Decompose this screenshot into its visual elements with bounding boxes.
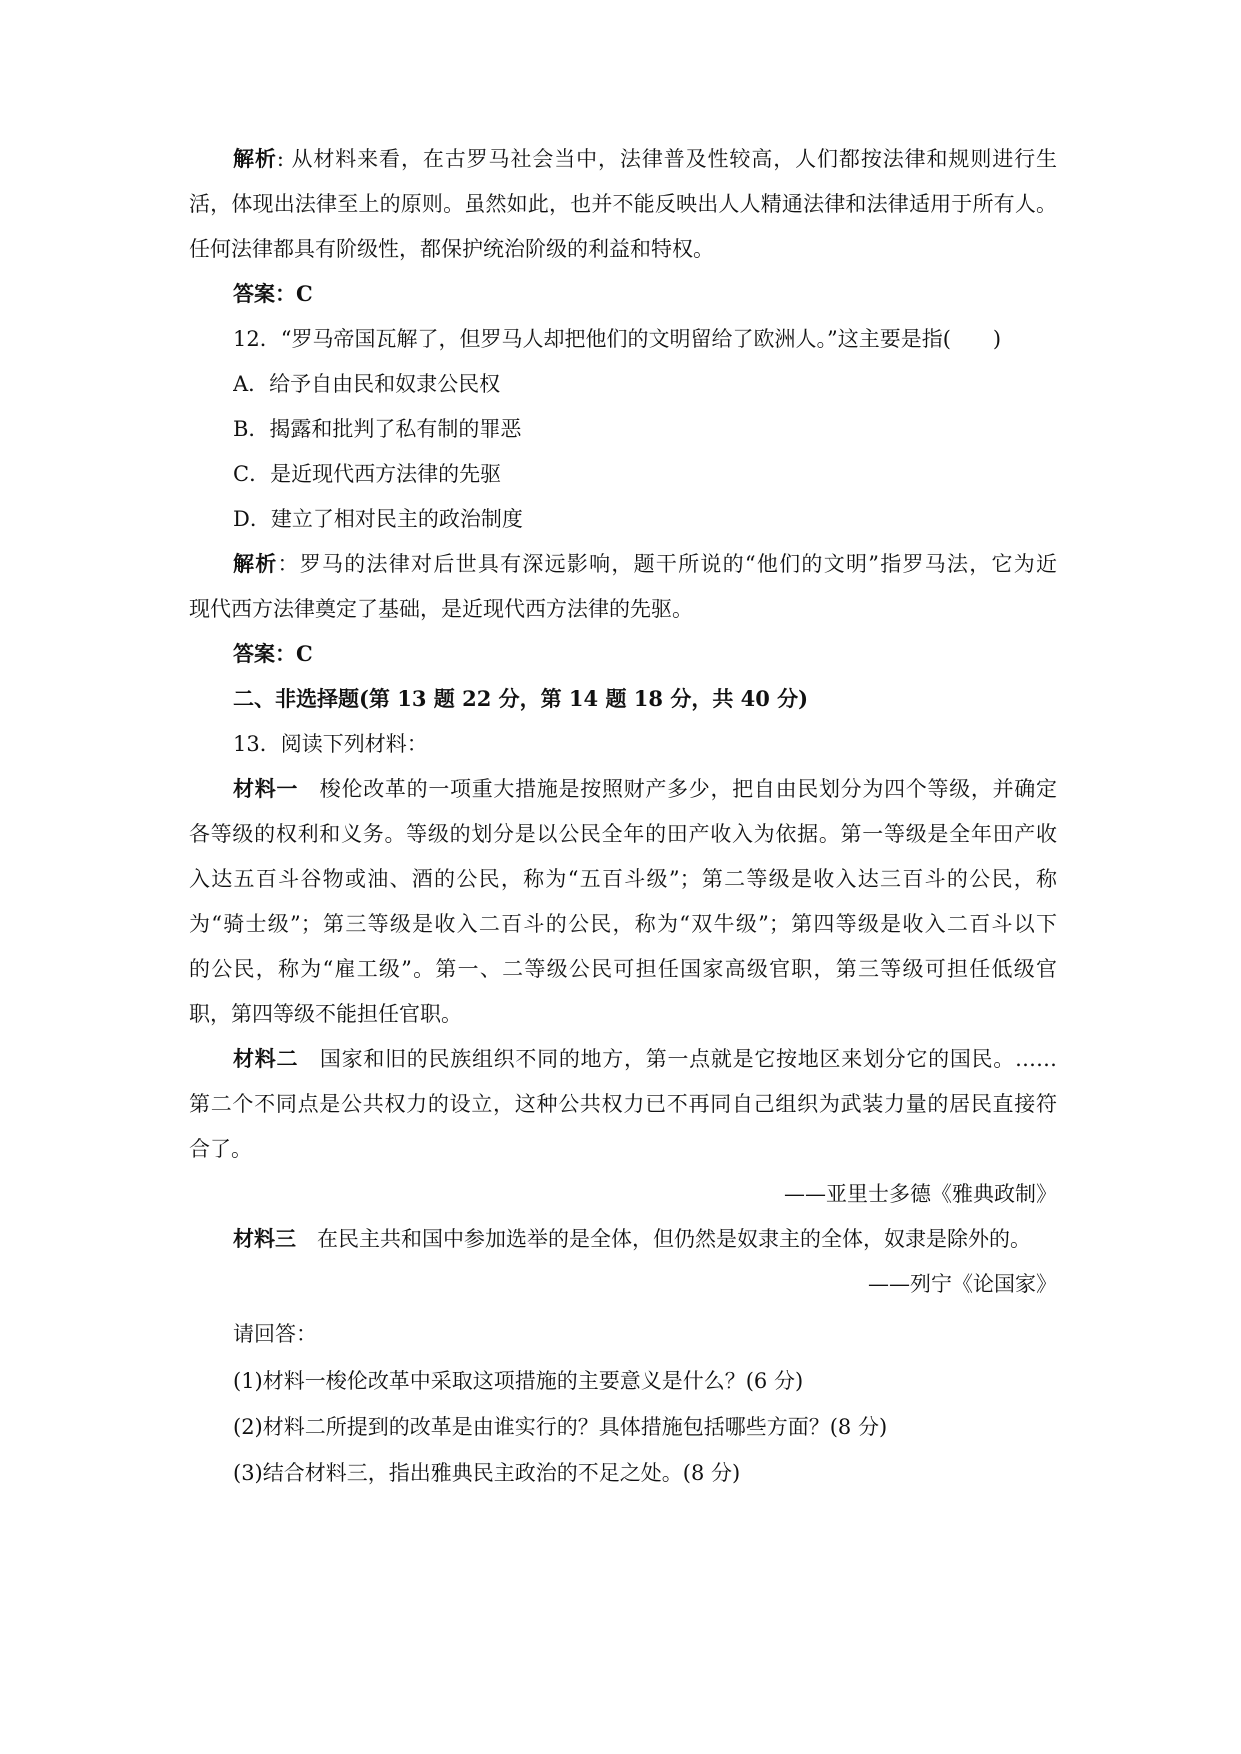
q12-answer (233, 640, 1057, 668)
analysis-label: 解析 (233, 146, 277, 171)
q11-answer (233, 280, 1057, 308)
q12-analysis-line-1 (233, 550, 1057, 578)
material-text: 梭伦改革的一项重大措施是按照财产多少，把自由民划分为四个等级，并确定 (298, 777, 1057, 801)
q11-analysis-line-1 (233, 145, 1057, 173)
answer-label: 答案： (233, 281, 296, 306)
q11-analysis-line-3: 任何法律都具有阶级性，都保护统治阶级的利益和特权。 (189, 237, 714, 261)
q12-option-a: A．给予自由民和奴隶公民权 (233, 372, 501, 396)
q12-option-d: D．建立了相对民主的政治制度 (233, 507, 523, 531)
analysis-text: ：罗马的法律对后世具有深远影响，题干所说的“他们的文明”指罗马法，它为近 (277, 552, 1057, 576)
material-label: 材料二 (233, 1046, 299, 1071)
q13-subquestion-2: (2)材料二所提到的改革是由谁实行的？具体措施包括哪些方面？(8 分) (233, 1415, 888, 1439)
q13-material3-source: ——列宁《论国家》 (868, 1272, 1057, 1296)
q13-material2-source: ——亚里士多德《雅典政制》 (784, 1182, 1057, 1206)
q12-analysis-line-2: 现代西方法律奠定了基础，是近现代西方法律的先驱。 (189, 597, 693, 621)
answer-label: 答案： (233, 641, 296, 666)
q13-material1-line-4: 为“骑士级”；第三等级是收入二百斗的公民，称为“双牛级”；第四等级是收入二百斗以下 (189, 912, 1057, 936)
analysis-text: : 从材料来看，在古罗马社会当中，法律普及性较高，人们都按法律和规则进行生 (276, 147, 1057, 171)
q13-intro: 13．阅读下列材料： (233, 732, 428, 756)
q13-material1-line-6: 职，第四等级不能担任官职。 (189, 1002, 462, 1026)
q13-subquestion-3: (3)结合材料三，指出雅典民主政治的不足之处。(8 分) (233, 1461, 741, 1485)
material-text: 在民主共和国中参加选举的是全体，但仍然是奴隶主的全体，奴隶是除外的。 (296, 1227, 1031, 1251)
q13-material2-line-1 (233, 1045, 1057, 1073)
analysis-label: 解析 (233, 551, 278, 576)
answer-value: C (296, 641, 313, 666)
material-label: 材料一 (233, 776, 299, 801)
section-heading: 二、非选择题(第 13 题 22 分，第 14 题 18 分，共 40 分) (233, 686, 809, 711)
please-answer: 请回答： (233, 1322, 317, 1346)
q13-material3 (233, 1225, 1057, 1253)
q12-option-c: C．是近现代西方法律的先驱 (233, 462, 502, 486)
material-label: 材料三 (233, 1226, 296, 1251)
q13-material1-line-5: 的公民，称为“雇工级”。第一、二等级公民可担任国家高级官职，第三等级可担任低级官 (189, 957, 1057, 981)
q13-material1-line-1 (233, 775, 1057, 803)
q13-material2-line-2: 第二个不同点是公共权力的设立，这种公共权力已不再同自己组织为武装力量的居民直接符 (189, 1092, 1057, 1116)
q12-option-b: B．揭露和批判了私有制的罪恶 (233, 417, 522, 441)
q13-material1-line-3: 入达五百斗谷物或油、酒的公民，称为“五百斗级”；第二等级是收入达三百斗的公民，称 (189, 867, 1057, 891)
q13-subquestion-1: (1)材料一梭伦改革中采取这项措施的主要意义是什么？(6 分) (233, 1369, 804, 1393)
q12-stem: 12．“罗马帝国瓦解了，但罗马人却把他们的文明留给了欧洲人。”这主要是指( ) (233, 327, 1002, 351)
q11-analysis-line-2: 活，体现出法律至上的原则。虽然如此，也并不能反映出人人精通法律和法律适用于所有人。 (189, 192, 1057, 216)
material-text: 国家和旧的民族组织不同的地方，第一点就是它按地区来划分它的国民。…… (298, 1047, 1057, 1071)
q13-material1-line-2: 各等级的权利和义务。等级的划分是以公民全年的田产收入为依据。第一等级是全年田产收 (189, 822, 1057, 846)
q13-material2-line-3: 合了。 (189, 1137, 252, 1161)
answer-value: C (296, 281, 313, 306)
